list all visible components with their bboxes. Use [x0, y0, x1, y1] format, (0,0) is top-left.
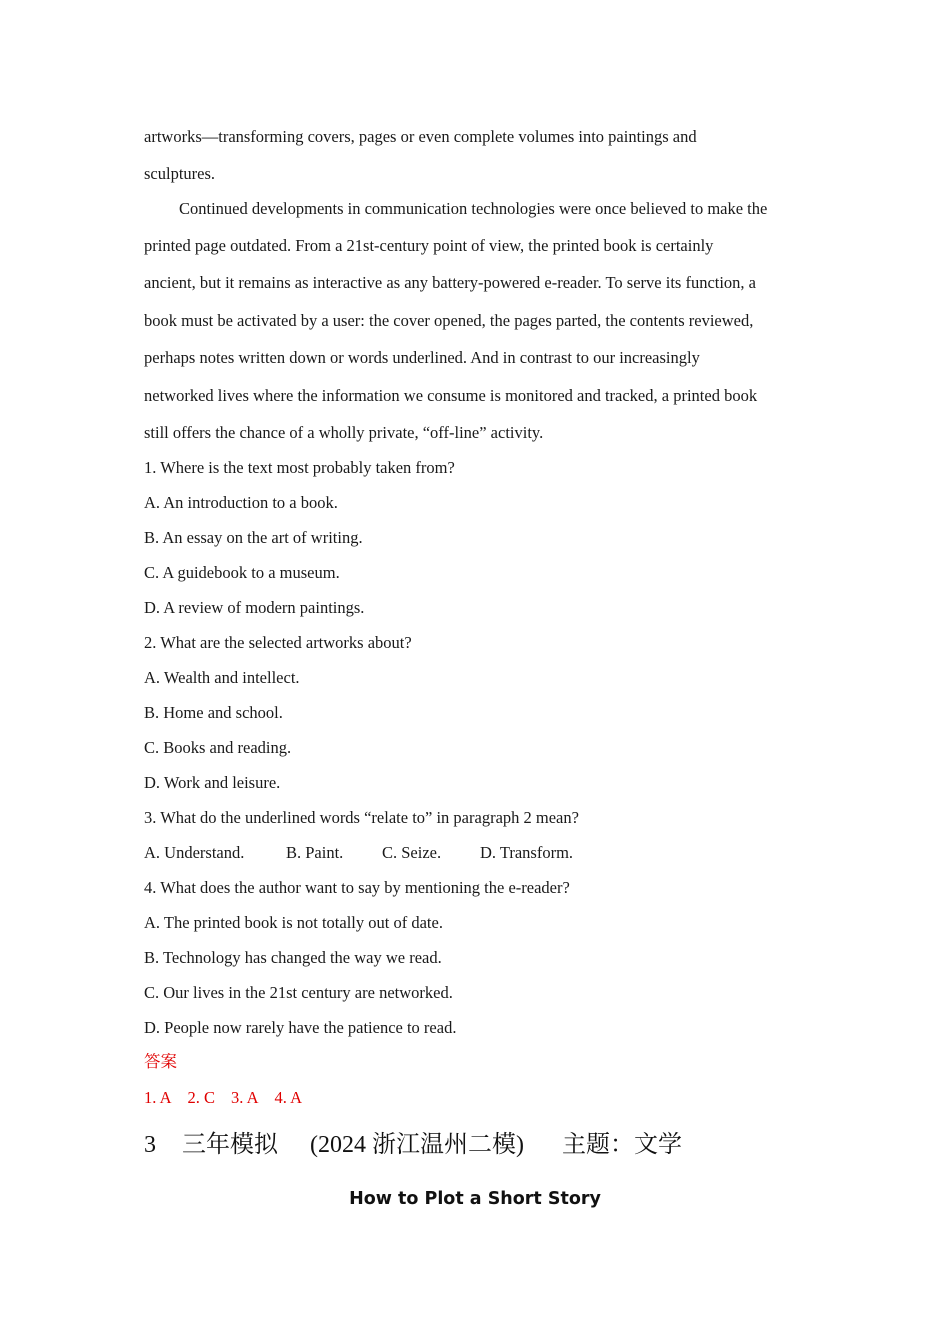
section-source: (2024 浙江温州二模): [310, 1132, 524, 1158]
question-4-stem: 4. What does the author want to say by mentioning the e-reader?: [144, 878, 570, 897]
question-3-option-b: B. Paint.: [286, 843, 344, 862]
question-1-stem: 1. Where is the text most probably taken from?: [144, 458, 455, 477]
section-topic: 主题：文学: [562, 1132, 682, 1158]
question-4-option-b: B. Technology has changed the way we read.: [144, 948, 442, 967]
answer-item: 3. A: [231, 1088, 259, 1107]
answer-list: [144, 1088, 318, 1108]
passage-line: perhaps notes written down or words underlined. And in contrast to our increasingly: [144, 348, 700, 367]
question-1-option-b: B. An essay on the art of writing.: [144, 528, 363, 547]
question-1-option-d: D. A review of modern paintings.: [144, 598, 365, 617]
answer-item: 2. C: [187, 1088, 216, 1107]
question-1-option-c: C. A guidebook to a museum.: [144, 563, 340, 582]
section-heading: [144, 1130, 682, 1160]
answer-item: 4. A: [274, 1088, 303, 1107]
question-2-option-a: A. Wealth and intellect.: [144, 668, 300, 687]
question-4-option-c: C. Our lives in the 21st century are networked.: [144, 983, 453, 1002]
passage-line: networked lives where the information we consume is monitored and tracked, a printed book: [144, 386, 758, 405]
question-2-option-b: B. Home and school.: [144, 703, 283, 722]
question-2-option-c: C. Books and reading.: [144, 738, 292, 757]
story-title: How to Plot a Short Story: [349, 1189, 601, 1209]
passage-line: printed page outdated. From a 21st-century point of view, the printed book is certainly: [144, 236, 714, 255]
question-3-option-a: A. Understand.: [144, 843, 245, 862]
question-4-option-a: A. The printed book is not totally out of date.: [144, 913, 443, 932]
question-3-option-c: C. Seize.: [382, 843, 442, 862]
section-number: 3: [144, 1132, 156, 1158]
passage-line: Continued developments in communication technologies were once believed to make the: [179, 199, 768, 218]
passage-line: sculptures.: [144, 164, 216, 183]
question-3-stem: 3. What do the underlined words “relate to” in paragraph 2 mean?: [144, 808, 579, 827]
passage-line: ancient, but it remains as interactive as any battery-powered e-reader. To serve its function, a: [144, 273, 757, 292]
question-2-option-d: D. Work and leisure.: [144, 773, 281, 792]
section-name: 三年模拟: [182, 1132, 278, 1158]
question-4-option-d: D. People now rarely have the patience to read.: [144, 1018, 457, 1037]
question-3-options: [144, 843, 573, 863]
passage-line: artworks—transforming covers, pages or even complete volumes into paintings and: [144, 127, 697, 146]
question-1-option-a: A. An introduction to a book.: [144, 493, 338, 512]
passage-line: book must be activated by a user: the cover opened, the pages parted, the contents reviewed,: [144, 311, 754, 330]
question-3-option-d: D. Transform.: [480, 843, 574, 862]
answer-label: 答案: [144, 1052, 177, 1071]
answer-item: 1. A: [144, 1088, 172, 1107]
passage-line: still offers the chance of a wholly private, “off-line” activity.: [144, 423, 544, 442]
question-2-stem: 2. What are the selected artworks about?: [144, 633, 412, 652]
